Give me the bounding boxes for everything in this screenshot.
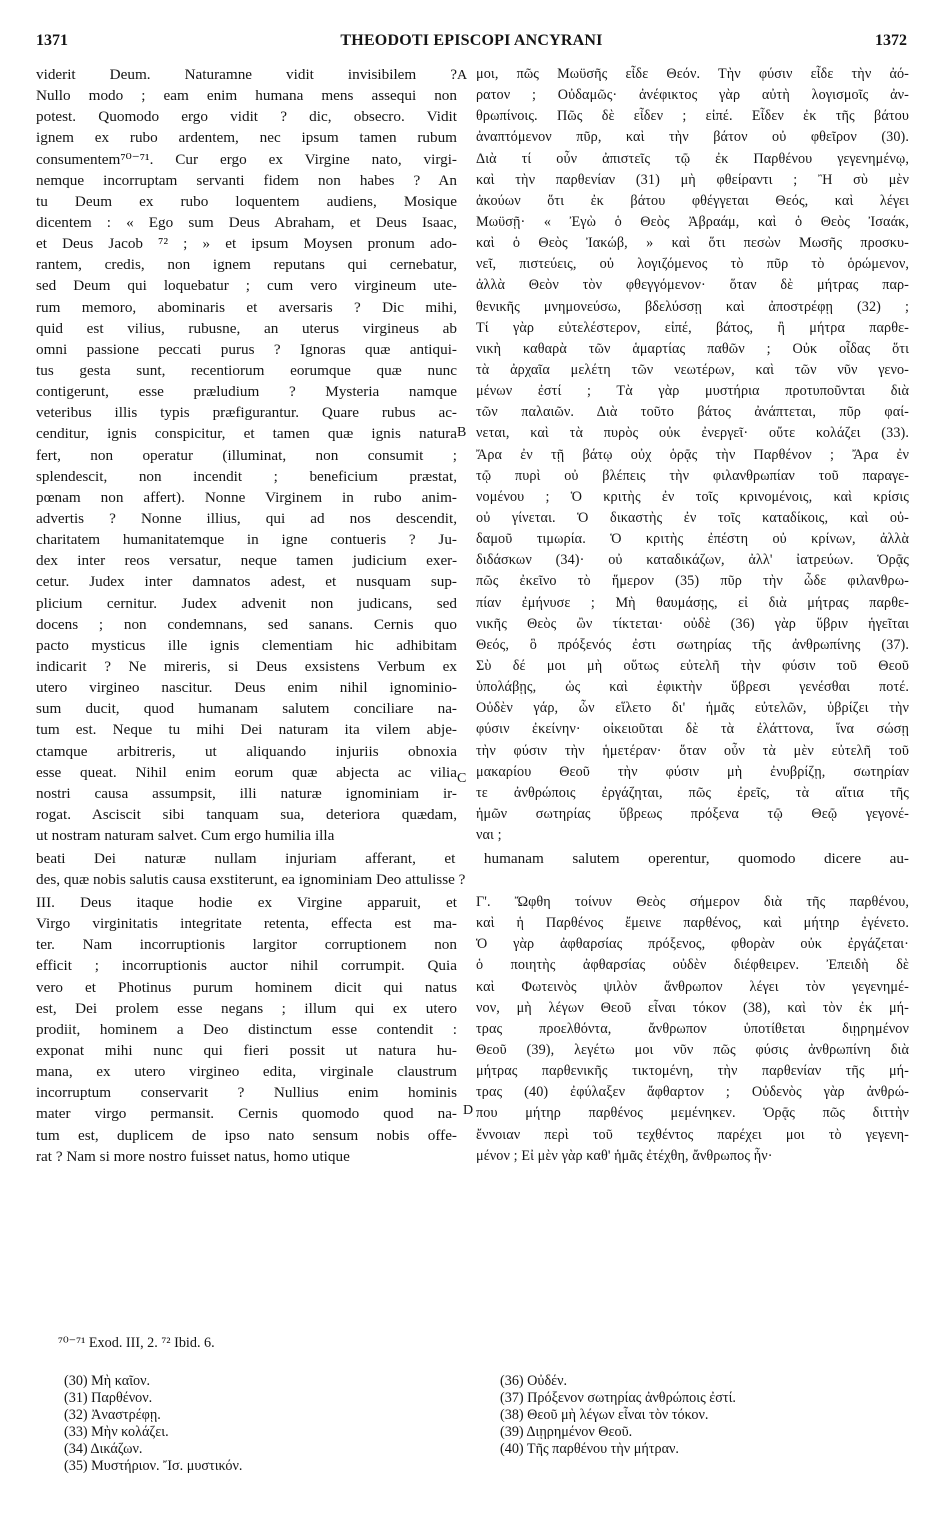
text-line: tu Deum ex rubo loquentem audiens, Mosique [36, 192, 457, 210]
running-title: THEODOTI EPISCOPI ANCYRANI [340, 32, 603, 49]
text-line: prodiit, hominem a Deo distinctum esse contendit : [36, 1020, 457, 1038]
text-line: incorruptum conservarit ? Nullius enim hominis [36, 1084, 457, 1102]
text-line: καὶ ὁ Θεὸς Ἰακώβ, » καὶ ὅτι πεσὼν Μωσῆς προσκυ- [476, 235, 909, 252]
footnotes-left [64, 1373, 242, 1475]
text-line: ἡμῶν σωτηρίας ὕβρεως πρόξενα τῷ Θεῷ γεγονέ- [476, 805, 909, 822]
text-line: pœnam non affert). Nonne Virginem in rubo anim- [36, 488, 457, 506]
footnote: (34) Δικάζων. [64, 1441, 143, 1457]
text-line: Σὺ δέ μοι μὴ οὕτως εὐτελῆ τὴν φύσιν τοῦ Θεοῦ [476, 657, 909, 674]
text-line: καὶ Φωτεινὸς ψιλὸν ἄνθρωπον λέγει τὸν γεγενημέ- [476, 978, 909, 995]
text-line: cetur. Judex inter damnatos adest, et nusquam sup- [36, 573, 457, 591]
text-line: vero et Photinus purum hominem dicit qui natus [36, 978, 457, 996]
text-line: νικὴ καθαρὰ τῶν ἁμαρτίας παθῶν ; Οὐκ οἶδας ὅτι [476, 340, 909, 357]
text-line: cenditur, ignis conspicitur, et tamen quæ ignis natura [36, 425, 457, 443]
text-line: tum est. Neque tu mihi Dei naturam ita vilem abje- [36, 721, 457, 739]
margin-letter-a: A [457, 68, 468, 83]
margin-letter-d: D [463, 1103, 474, 1118]
text-line: δαμοῦ τιμωρία. Ὁ κριτὴς ἐπέστη οὐ κρίνων, ἀλλὰ [476, 531, 909, 548]
text-line: νεται, καὶ τὰ πυρὸς οὐκ ἐνεργεῖ· οὔτε κολάζει (33). [476, 425, 909, 442]
text-line: ἀκούων ὅτι ἐκ βάτου φθέγγεται Θεός, καὶ λέγει [476, 192, 909, 209]
text-line: μήτρας παρθενικῆς τικτομένη, τὴν παρθενίαν τῆς μή- [476, 1063, 909, 1080]
text-line: Τί γὰρ εὐτελέστερον, εἰπέ, βάτος, ἢ μήτρα παρθε- [476, 319, 909, 336]
text-line: charitatem humanitatemque in igne contueris ? Ju- [36, 531, 457, 549]
text-line: rum memoro, abominaris et aversaris ? Dic mihi, [36, 298, 457, 316]
text-line: φύσιν ἐκείνην· οἰκειοῦται δὲ τὰ ἐλάττονα, ἵνα σώσῃ [476, 721, 909, 738]
scripture-notes: ⁷⁰⁻⁷¹ Exod. III, 2. ⁷² Ibid. 6. [58, 1335, 215, 1351]
text-line: ignem ex rubo ardentem, nec ipsum tamen rubum [36, 129, 457, 147]
text-line: splendescit, non incendit ; beneficium præstat, [36, 467, 457, 485]
text-line: potest. Quomodo ergo vidit ? dic, obsecro. Vidit [36, 108, 457, 126]
footnote: (39) Διῃρημένον Θεοῦ. [500, 1424, 633, 1440]
text-line: ἀλλὰ Θεὸν τὸν φθεγγόμενον· ὅταν δὲ μήτρας παρ- [476, 277, 909, 294]
footnote: (31) Παρθένον. [64, 1390, 153, 1406]
footnote: (40) Τῆς παρθένου τὴν μήτραν. [500, 1441, 679, 1457]
text-line: μένων ἐστί ; Τὰ γὰρ μυστήρια προτυποῦνται διὰ [476, 383, 909, 400]
text-line: ρατον ; Οὐδαμῶς· ἀνέφικτος γὰρ αὐτὴ λογισμοῖς ἀν- [476, 87, 909, 104]
text-line: οὐ γίνεται. Ὁ δικαστὴς ἐν τοῖς καταδίκοις, καὶ οὐ- [476, 509, 909, 526]
text-line: ναι ; [476, 827, 502, 844]
text-line: νεῖ, πιστεύεις, οὐ λογιζόμενος τὸ πῦρ τὸ ὁρώμενον, [476, 256, 909, 273]
text-line: exponat mihi nunc qui fieri possit ut natura hu- [36, 1041, 457, 1059]
greek-column [476, 64, 909, 846]
text-line: nostri causa assumpsit, illi naturæ ignominiam ir- [36, 784, 457, 802]
text-line: θρωπίνοις. Πῶς δὲ εἶδεν ; εἰπέ. Εἶδεν ἐκ τῆς βάτου [476, 108, 909, 125]
text-line: Θεοῦ (39), λεγέτω μοι νῦν πῶς φύσις ἀνθρωπίνη διὰ [476, 1041, 909, 1058]
text-line: esse queat. Nihil enim eorum quæ abjecta ac vilia [36, 763, 457, 781]
text-line: sum ducit, quod humanam salutem conciliare na- [36, 700, 457, 718]
text-line: docens ; non condemnans, sed sanans. Cernis quo [36, 615, 457, 633]
margin-letter-c: C [457, 771, 467, 786]
footnote: (32) Ἀναστρέφῃ. [64, 1407, 161, 1423]
text-line: efficit ; incorruptionis auctor nihil corrumpit. Quia [36, 957, 457, 975]
footnote: (38) Θεοῦ μὴ λέγων εἶναι τὸν τόκον. [500, 1407, 709, 1423]
text-line: tum est, duplicem de ipso nato sensum nobis offe- [36, 1126, 457, 1144]
footnote: (30) Μὴ καῖον. [64, 1373, 151, 1389]
text-line: τῷ πυρὶ οὐ βλέπεις τὴν φιλανθρωπίαν τοῦ παραγε- [476, 467, 909, 484]
text-line: πῶς ἐκεῖνο τὸ ἥμερον (35) πῦρ τὴν ὧδε φιλανθρω- [476, 573, 909, 590]
latin-column [36, 64, 457, 846]
text-line: διδάσκων (34)· οὐ καταδικάζων, ἀλλ' ἰατρεύων. Ὁρᾷς [476, 552, 909, 569]
text-line: μακαρίου Θεοῦ τὴν φύσιν μὴ ἐνυβρίζῃ, σωτηρίαν [476, 763, 909, 780]
text-line: Γ'. Ὤφθη τοίνυν Θεὸς σήμερον διὰ τῆς παρθένου, [476, 894, 909, 910]
text-line: et Deus Jacob ⁷² ; » et ipsum Moysen pronum ado- [36, 235, 457, 253]
text-line: veteribus illis typis præfigurantur. Quare rubus ac- [36, 404, 457, 422]
text-line: quid est vilius, rubusne, an uterus virgineus ab [36, 319, 457, 337]
text-line: est, Dei prolem esse negans ; illum qui ex utero [36, 999, 457, 1017]
text-line: rantem, credis, non ignem reputans qui cernebatur, [36, 256, 457, 274]
text-line: pacto mysticus ille ignis clementiam hic adhibitam [36, 636, 457, 654]
text-line: omni passione peccati purus ? Ignoras quæ antiqui- [36, 340, 457, 358]
text-line: τὴν φύσιν τὴν ἡμετέραν· ὅταν οὖν τὰ μὲν εὐτελῆ τοῦ [476, 742, 909, 759]
greek-section-3 [476, 892, 909, 1167]
text-line: sed Deum qui loquebatur ; cum vero virgineum ute- [36, 277, 457, 295]
text-line: μοι, πῶς Μωϋσῆς εἶδε Θεόν. Τὴν φύσιν εἶδε τὴν ἀό- [476, 66, 909, 82]
footnote: (33) Μὴν κολάζει. [64, 1424, 169, 1440]
latin-section-3 [36, 892, 457, 1167]
text-line: ἀναπτόμενον πῦρ, καὶ τὴν βάτον οὐ φθεῖρον (30). [476, 129, 909, 146]
text-line: νικῆς Θεὸς ὢν τίκτεται· οὐδὲ (36) γὰρ ὕβριν ἡγεῖται [476, 615, 909, 632]
text-line: τε ἀνθρώποις ἐργάζηται, πῶς ἐρεῖς, τὰ αἴτια τῆς [476, 784, 909, 801]
text-line: Θεός, ὃ πρόξενός ἐστι σωτηρίας τῆς ἀνθρωπίνης (37). [476, 636, 909, 653]
text-line: Ἄρα ἐν τῇ βάτῳ οὐχ ὁρᾷς τὴν Παρθένον ; Ἄρα ἐν [476, 446, 909, 463]
text-line: ὁ ποιητὴς ἀφθαρσίας οὐδὲν διέφθειρεν. Ἐπειδὴ δὲ [476, 957, 909, 974]
page-number-right: 1372 [875, 32, 907, 49]
text-line: rogat. Asciscit sibi tanquam sua, deteriora quædam, [36, 805, 457, 823]
text-line: mana, ex utero virgineo edita, virginale claustrum [36, 1063, 457, 1081]
running-header [36, 32, 907, 56]
text-line: advertis ? Nonne illius, qui ad nos descendit, [36, 509, 457, 527]
text-line: contigerunt, esse præludium ? Mysteria namque [36, 383, 457, 401]
text-line: τρας (40) ἐφύλαξεν ἄφθαρτον ; Οὐδενὸς γὰρ ἀνθρώ- [476, 1084, 909, 1101]
text-line: ἔννοιαν περὶ τοῦ τεχθέντος παρέχει μοι τὸ γεγενη- [476, 1126, 909, 1143]
full-width-paragraph [36, 848, 909, 890]
footnotes-right [500, 1373, 736, 1458]
text-line: viderit Deum. Naturamne vidit invisibilem ? [36, 66, 457, 83]
text-line: Ὁ γὰρ ἀφθαρσίας πρόξενος, φθορὰν οὐκ ἐργάζεται· [476, 936, 909, 953]
text-line: Nullo modo ; eam enim humana mens assequi non [36, 87, 457, 105]
text-line: plicium cernitur. Judex advenit non judicans, sed [36, 594, 457, 612]
page-number-left: 1371 [36, 32, 68, 49]
text-line: rat ? Nam si more nostro fuisset natus, homo utique [36, 1147, 350, 1165]
text-line: καὶ τὴν παρθενίαν (31) μὴ φθείραντι ; Ἢ σὺ μὲν [476, 171, 909, 188]
text-line: πίαν ἐμήνυσε ; Μὴ θαυμάσῃς, εἰ διὰ μήτρας παρθε- [476, 594, 909, 611]
text-line: des, quæ nobis salutis causa exstiterunt, ea ignominiam Deo attulisse ? [36, 871, 466, 888]
text-line: θενικῆς μνημονεύσω, βδελύσσῃ καὶ ἀποστρέφῃ (32) ; [476, 298, 909, 315]
text-line: νομένου ; Ὁ κριτὴς ἐν τοῖς κρινομένοις, καὶ κρίσις [476, 488, 909, 505]
text-line: fert, non operatur (illuminat, non consumit ; [36, 446, 457, 464]
text-line: tus gesta sunt, recentiorum eorumque quæ nunc [36, 361, 457, 379]
text-line: III. Deus itaque hodie ex Virgine apparuit, et [36, 894, 457, 911]
text-line: που μήτηρ παρθένος μεμένηκεν. Ὁρᾷς πῶς διττὴν [476, 1105, 909, 1122]
text-line: dicentem : « Ego sum Deus Abraham, et Deus Isaac, [36, 213, 457, 231]
text-line: νον, μὴ λέγων Θεοῦ εἶναι τόκον (38), καὶ τὸν ἐκ μή- [476, 999, 909, 1016]
text-line: Διὰ τί οὖν ἀπιστεῖς τῷ ἐκ Παρθένου γεγενημένῳ, [476, 150, 909, 167]
text-line: ter. Nam incorruptionis largitor corruptionem non [36, 936, 457, 954]
footnote: (37) Πρόξενον σωτηρίας ἀνθρώποις ἐστί. [500, 1390, 736, 1406]
text-line: indicarit ? Ne mireris, si Deus exsistens Verbum ex [36, 657, 457, 675]
margin-letter-b: B [457, 425, 467, 440]
text-line: Μωϋσῇ· « Ἐγὼ ὁ Θεὸς Ἀβραάμ, καὶ ὁ Θεὸς Ἰσαάκ, [476, 213, 909, 230]
footnote: (35) Μυστήριον. Ἴσ. μυστικόν. [64, 1458, 243, 1474]
text-line: ctamque arbitreris, ut aliquando injuriis obnoxia [36, 742, 457, 760]
text-line: τὰ ἀρχαῖα μελέτη τῶν νεωτέρων, καὶ τῶν νῦν γενο- [476, 361, 909, 378]
text-line: μένον ; Εἰ μὲν γὰρ καθ' ἡμᾶς ἐτέχθη, ἄνθρωπος ἦν· [476, 1147, 773, 1164]
footnote: (36) Οὐδέν. [500, 1373, 568, 1389]
text-line: ut nostram naturam salvet. Cum ergo humilia illa [36, 827, 335, 845]
text-line: τῶν παλαιῶν. Διὰ τοῦτο βάτος ἀνάπτεται, πῦρ φαί- [476, 404, 909, 421]
text-line: mater virgo permansit. Cernis quomodo quod na- [36, 1105, 457, 1123]
text-line: beati Dei naturæ nullam injuriam afferant, et humanam salutem operentur, quomodo dicere au- [36, 850, 909, 867]
text-line: καὶ ἡ Παρθένος ἔμεινε παρθένος, καὶ μήτηρ ἐγένετο. [476, 915, 909, 932]
text-line: utero virgineo nascitur. Deus enim nihil ignominio- [36, 679, 457, 697]
text-line: ὑπολάβῃς, ὡς καὶ ἐφικτὴν ὕβρεσι γενέσθαι ποτέ. [476, 679, 909, 696]
text-line: consumentem⁷⁰⁻⁷¹. Cur ergo ex Virgine nato, virgi- [36, 150, 457, 168]
text-line: τρας προελθόντα, ἄνθρωπον ὑποτίθεται διῃρημένον [476, 1020, 909, 1037]
text-line: Virgo virginitatis integritate retenta, effecta est ma- [36, 915, 457, 933]
text-line: dex inter reos versatur, neque tamen judicium exer- [36, 552, 457, 570]
text-line: nemque incorruptam servanti fidem non habes ? An [36, 171, 457, 189]
text-line: Οὐδὲν γάρ, ὧν εἵλετο δι' ἡμᾶς εὐτελῶν, ὑβρίζει τὴν [476, 700, 909, 717]
